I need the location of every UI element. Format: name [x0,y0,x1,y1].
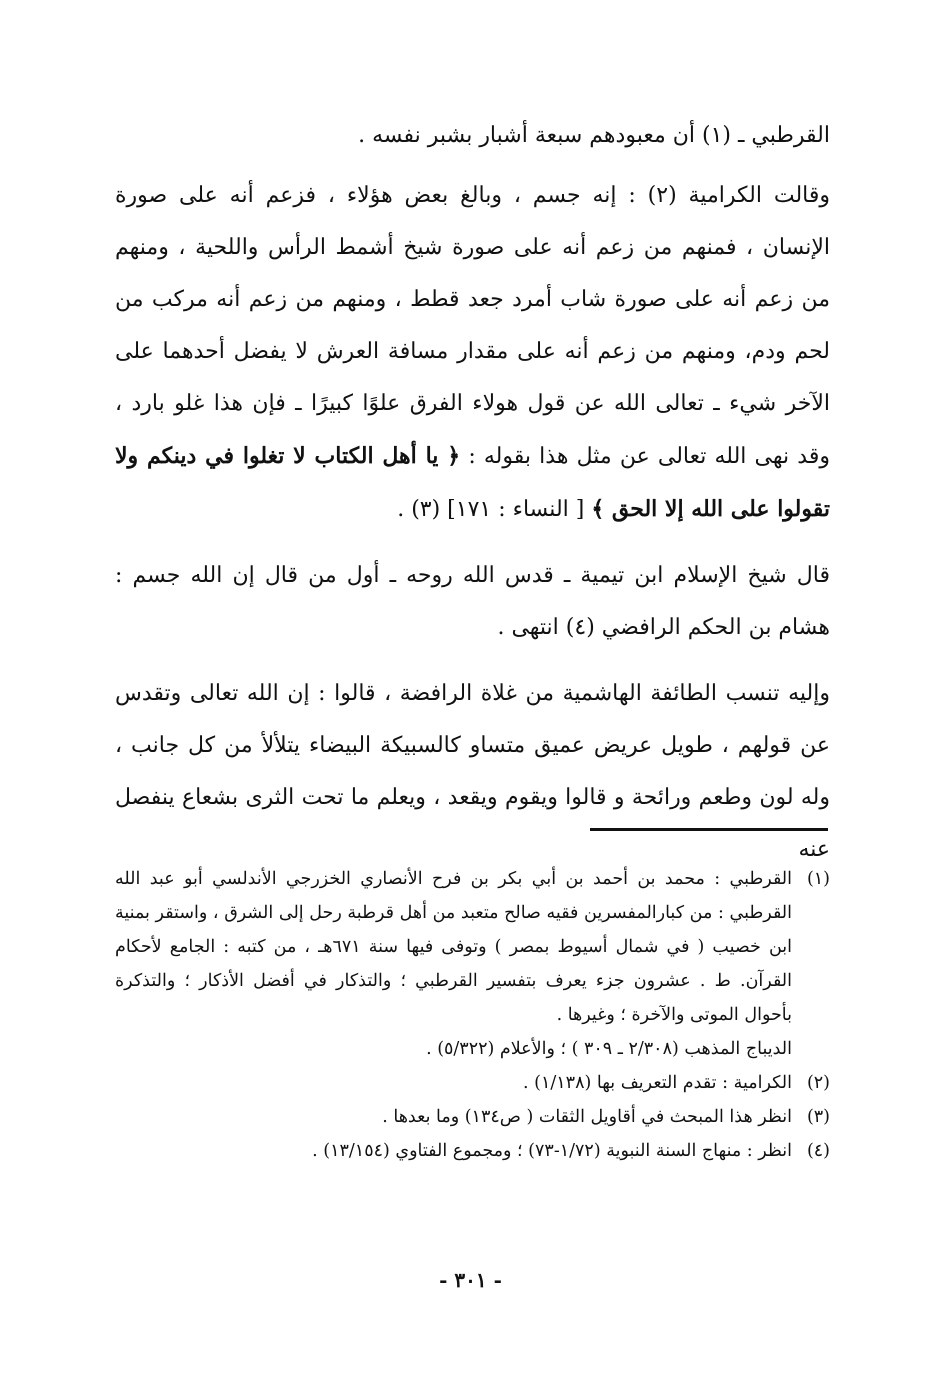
footnote-4 [115,1134,830,1168]
footnote-text: القرطبي : محمد بن أحمد بن أبي بكر بن فرح الأنصاري الخزرجي الأندلسي أبو عبد الله القرطبي : من كبارالمفسرين فقيه صالح متعبد من أهل قرطبة رحل إلى الشرق ، واستقر بمنية ابن خصيب ( في شمال أسيوط بمصر ) وتوفى فيها سنة ٦٧١هـ ، من كتبه : الجامع لأحكام القرآن. ط . عشرون جزء يعرف بتفسير القرطبي ؛ والتذكار في أفضل الأذكار ؛ والتذكرة بأحوال الموتى والآخرة ؛ وغيرها . [115,869,793,1025]
paragraph-3 [115,550,830,654]
paragraph-4 [115,668,830,876]
footnote-number: (٢) [806,1073,830,1093]
paragraph-1 [115,110,830,162]
footnote-number: (٣) [806,1107,830,1127]
footnote-text: الديباج المذهب (٢/٣٠٨ ـ ٣٠٩ ) ؛ والأعلام (٥/٣٢٢) . [426,1039,792,1059]
quran-verse: ﴿ يا أهل الكتاب لا تغلوا في دينكم ولا تقولوا على الله إلا الحق ﴾ [115,443,830,522]
footnote-number: (٤) [806,1141,830,1161]
verse-reference: [ النساء : ١٧١] (٣) . [397,497,585,522]
footnote-text: انظر هذا المبحث في أقاويل الثقات ( ص١٣٤) وما بعدها . [382,1107,792,1127]
paragraph-2-text: وقالت الكرامية (٢) : إنه جسم ، وبالغ بعض هؤلاء ، فزعم أنه على صورة الإنسان ، فمنهم من زعم أنه على صورة شيخ أشمط الرأس واللحية ، ومنهم من زعم أنه على صورة شاب أمرد جعد قطط ، ومنهم من زعم أنه مركب من لحم ودم، ومنهم من زعم أنه على مقدار مسافة العرش لا يفضل أحدهما على الآخر شيء ـ تعالى الله عن قول هولاء الفرق علوًا كبيرًا ـ فإن هذا غلو بارد ، وقد نهى الله تعالى عن مثل هذا بقوله : [115,183,830,469]
footnote-1 [115,862,830,1032]
page-number: - ٣٠١ - [439,1268,502,1292]
paragraph-3-text: قال شيخ الإسلام ابن تيمية ـ قدس الله روحه ـ أول من قال إن الله جسم : هشام بن الحكم الرافضي (٤) انتهى . [115,563,830,640]
footnote-separator [590,828,828,831]
footnotes [115,862,830,1168]
footnote-number: (١) [806,869,830,889]
footnote-number [792,1032,830,1066]
paragraph-2 [115,170,830,536]
paragraph-4-text: وإليه تنسب الطائفة الهاشمية من غلاة الرافضة ، قالوا : إن الله تعالى وتقدس عن قولهم ، طويل عريض عميق متساو كالسبيكة البيضاء يتلألأ من كل جانب ، وله لون وطعم ورائحة و قالوا ويقوم ويقعد ، ويعلم ما تحت الثرى بشعاع ينفصل عنه [115,681,830,862]
footnote-text: انظر : منهاج السنة النبوية (١/٧٢-٧٣) ؛ ومجموع الفتاوي (١٣/١٥٤) . [312,1141,792,1161]
footnote-text: الكرامية : تقدم التعريف بها (١/١٣٨) . [523,1073,792,1093]
main-text [115,110,830,890]
footnote-1-source [115,1032,830,1066]
paragraph-1-text: القرطبي ـ (١) أن معبودهم سبعة أشبار بشبر نفسه . [358,123,830,148]
footnote-3 [115,1100,830,1134]
footnote-2 [115,1066,830,1100]
